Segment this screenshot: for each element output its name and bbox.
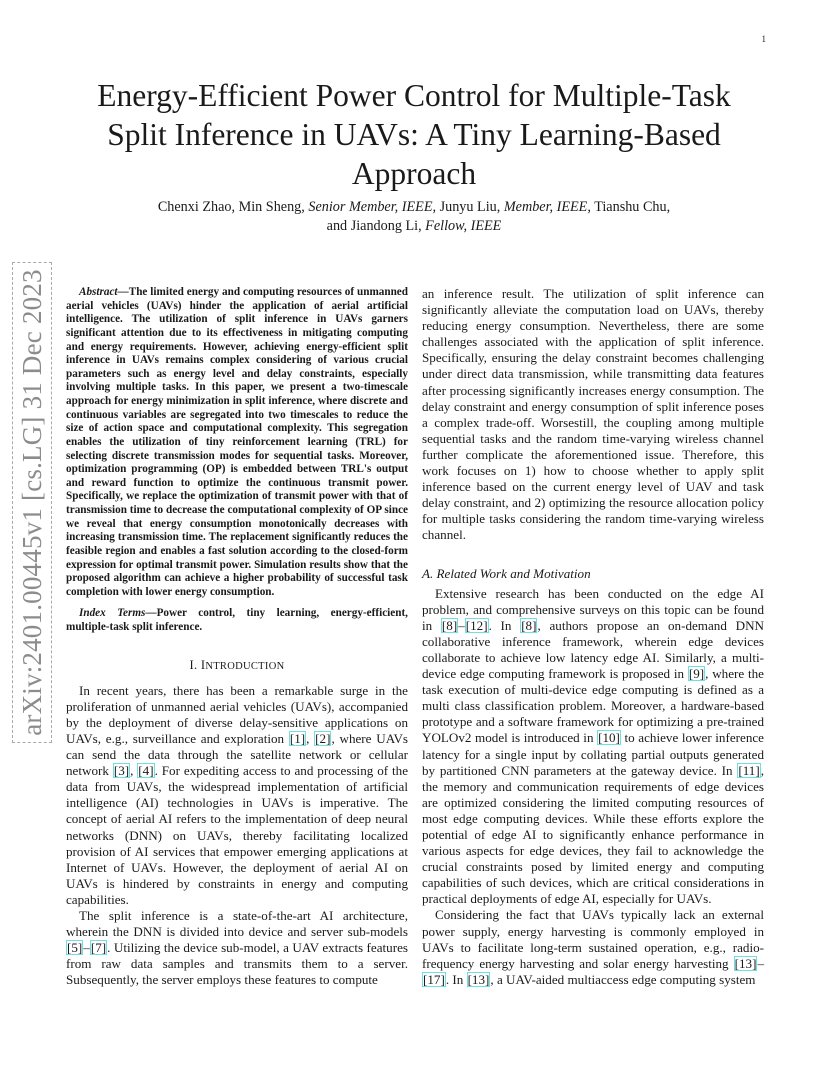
author-list	[64, 198, 764, 236]
citation-link[interactable]: [10]	[598, 730, 620, 746]
citation-link[interactable]: [13]	[734, 955, 757, 971]
author-names-2: Junyu Liu,	[436, 199, 504, 215]
citation-link[interactable]: [12]	[465, 617, 488, 633]
citation-link[interactable]: [1]	[289, 730, 306, 746]
author-affiliation-1: Senior Member, IEEE,	[308, 199, 437, 215]
index-terms-label: Index Terms	[79, 607, 146, 620]
author-names-3: Tianshu Chu,	[590, 199, 671, 215]
citation-link[interactable]: [8]	[441, 617, 458, 633]
citation-link[interactable]: [13]	[467, 971, 490, 987]
citation-link[interactable]: [5]	[67, 940, 83, 956]
author-affiliation-2: Member, IEEE,	[503, 199, 591, 215]
arxiv-stamp-text: arXiv:2401.00445v1 [cs.LG] 31 Dec 2023	[12, 262, 52, 743]
citation-link[interactable]: [3]	[113, 763, 130, 779]
related-work-paragraph-2: Considering the fact that UAVs typically lack an external power supply, energy harvesting is commonly employed in UAVs to facilitate long-term sustained operation, e.g., radio-frequency energy harvesting and solar energy harvesting [13]–[17]. In [13], a UAV-aided multiaccess edge computing system	[422, 907, 764, 987]
arxiv-stamp[interactable]	[12, 245, 52, 760]
abstract-text: —The limited energy and computing resources of unmanned aerial vehicles (UAVs) hinder the application of aerial artificial intelligence. The utilization of split inference in UAVs garners significant attention due to its effectiveness in mitigating computing and energy requirements. However, achieving energy-efficient split inference in UAVs remains complex considering of various crucial parameters such as energy level and delay constraints, especially involving multiple tasks. In this paper, we present a two-timescale approach for energy minimization in split inference, where discrete and continuous variables are segregated into two timescales to reduce the size of action space and computational complexity. This segregation enables the utilization of tiny reinforcement learning (TRL) for selecting discrete transmission modes for sequential tasks. Moreover, optimization programming (OP) is embedded between TRL's output and reward function to optimize the continuous transmit power. Specifically, we replace the optimization of transmit power with that of transmission time to decrease the computational complexity of OP since we reveal that energy consumption monotonically decreases with increasing transmission time. The replacement significantly reduces the feasible region and enables a fast solution according to the closed-form expression for optimal transmit power. Simulation results show that the proposed algorithm can achieve a higher probability of successful task completion with lower energy consumption.	[66, 286, 408, 598]
left-column	[66, 286, 408, 988]
index-terms	[66, 607, 408, 634]
related-work-paragraph-1: Extensive research has been conducted on the edge AI problem, and comprehensive surveys on this topic can be found in [8]–[12]. In [8], authors propose an on-demand DNN collaborative inference framework, wherein edge devices collaborate to achieve low latency edge AI. Similarly, a multi-device edge computing framework is proposed in [9], where the task execution of multi-device edge computing is defined as a multi class classification problem. Moreover, a hardware-based prototype and a software framework for optimizing a pre-trained YOLOv2 model is introduced in [10] to achieve lower inference latency for a single input by collating partial outputs generated by partitioned CNN parameters at the gateway device. In [11], the memory and communication requirements of edge devices are optimized considering the limited computing resources of most edge computing devices. While these efforts explore the potential of edge AI to significantly enhance performance in various aspects for edge devices, they fail to acknowledge the crucial constraints posed by limited energy and computing capabilities of such devices, which are critical considerations in practical deployments of edge AI, especially for UAVs.	[422, 585, 764, 907]
citation-link[interactable]: [9]	[688, 666, 705, 682]
citation-link[interactable]: [8]	[521, 617, 537, 633]
intro-paragraph-2: The split inference is a state-of-the-art AI architecture, wherein the DNN is divided into device and server sub-models [5]–[7]. Utilizing the device sub-model, a UAV extracts features from raw data samples and transmits them to a server. Subsequently, the server employs these features to compute	[66, 907, 408, 988]
author-affiliation-3: Fellow, IEEE	[425, 218, 502, 234]
citation-link[interactable]: [11]	[738, 762, 760, 778]
citation-link[interactable]: [4]	[138, 763, 154, 779]
paper-title: Energy-Efficient Power Control for Multiple-Task Split Inference in UAVs: A Tiny Learning-Based Approach	[97, 78, 731, 191]
citation-link[interactable]: [7]	[90, 940, 107, 956]
author-names-4: and Jiandong Li,	[326, 218, 426, 234]
intro-paragraph-1: In recent years, there has been a remarkable surge in the proliferation of unmanned aerial vehicles (UAVs), accompanied by the deployment of diverse delay-sensitive applications on UAVs, e.g., surveillance and exploration [1], [2], where UAVs can send the data through the satellite network or cellular network [3], [4]. For expediting access to and processing of the data from UAVs, the widespread implementation of artificial intelligence (AI) technologies in UAVs is imperative. The concept of aerial AI refers to the implementation of deep neural networks (DNN) on UAVs, thereby facilitating localized provision of AI services that empower emerging applications at Internet of UAVs. However, the deployment of aerial AI on UAVs is hindered by constraints in energy and computing capabilities.	[66, 682, 409, 907]
index-terms-text: —Power control, tiny learning, energy-efficient, multiple-task split inference.	[66, 607, 408, 633]
subsection-heading-related-work: A. Related Work and Motivation	[422, 565, 591, 581]
right-column	[422, 286, 764, 988]
author-names-1: Chenxi Zhao, Min Sheng,	[157, 199, 309, 215]
section-heading-introduction: I. INTRODUCTION	[189, 657, 285, 672]
page-number: 1	[761, 34, 766, 44]
citation-link[interactable]: [17]	[423, 971, 445, 987]
citation-link[interactable]: [2]	[315, 730, 331, 746]
abstract-label: Abstract	[79, 286, 118, 298]
intro-paragraph-continued: an inference result. The utilization of split inference can significantly alleviate the computation load on UAVs, thereby reducing energy consumption. Nevertheless, there are some challenges associated with the application of split inference. Specifically, ensuring the delay constraint becomes challenging under direct data transmission, while transmitting data features after processing significantly increases energy consumption. The delay constraint and energy consumption of split inference poses a complex trade-off. Worsestill, the coupling among multiple sequential tasks and the random time-varying wireless channel further complicate the aforementioned issue. Therefore, this work focuses on 1) how to choose whether to apply split inference based on the current energy level of UAV and task delay constraint, and 2) optimizing the resource allocation policy for multiple tasks considering the random time-varying wireless channel.	[422, 286, 764, 543]
abstract	[66, 286, 408, 599]
